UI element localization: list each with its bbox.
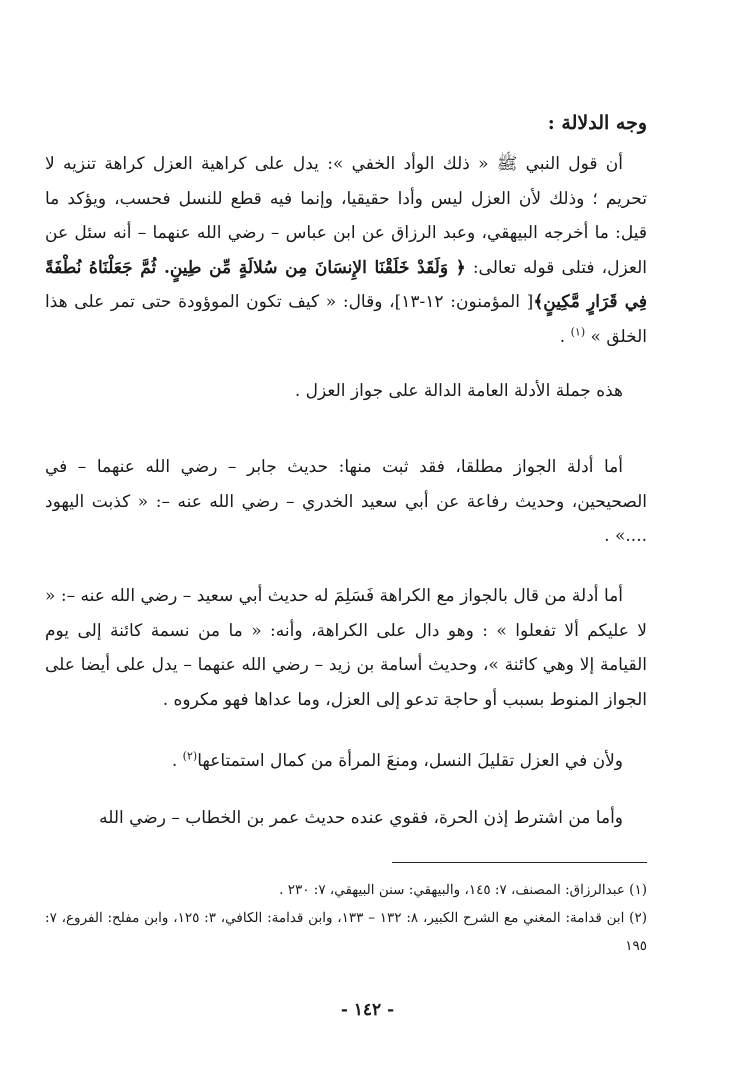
quran-verse: ﴿ وَلَقَدْ خَلَقْنَا الإِنسَانَ مِن سُلالَةٍ مِّن طِينٍ. ثُمَّ جَعَلْنَاهُ نُطْفَةً فِي قَرَارٍ مَّكِينٍ﴾: [45, 257, 647, 312]
footnote-divider: [392, 862, 647, 863]
page-number: - ١٤٢ -: [340, 1000, 395, 1020]
paragraph-end: .: [559, 326, 571, 347]
footnotes: [45, 876, 647, 960]
paragraph-end-2: .: [171, 751, 183, 771]
paragraph-evidence: [45, 147, 647, 354]
paragraph-reduce-offspring: [45, 744, 647, 779]
paragraph-evidence-text-2: [ المؤمنون: ١٢-١٣]، وقال: « كيف تكون الموؤودة حتى تمر على هذا الخلق »: [45, 292, 647, 347]
paragraph-reduce-offspring-text: ولأن في العزل تقليلَ النسل، ومنعَ المرأة من كمال استمتاعها: [197, 751, 623, 771]
paragraph-evidence-text: أن قول النبي ﷺ « ذلك الوأد الخفي »: يدل على كراهية العزل كراهة تنزيه لا تحريم ؛ وذلك لأن العزل ليس وأدا حقيقيا، وإنما فيه قطع للنسل فحسب، ويؤكد ما قيل: ما أخرجه البيهقي، وعبد الرزاق عن ابن عباس – رضي الله عنهما – أنه سئل عن العزل، فتلى قوله تعالى:: [45, 154, 647, 278]
paragraph-absolute-permission: أما أدلة الجواز مطلقا، فقد ثبت منها: حديث جابر – رضي الله عنهما – في الصحيحين، وحديث رفاعة عن أبي سعيد الخدري – رضي الله عنه –: « كذبت اليهود ....» .: [45, 457, 647, 546]
section-heading: وجه الدلالة :: [547, 112, 647, 134]
paragraph-free-woman-permission: وأما من اشترط إذن الحرة، فقوي عنده حديث عمر بن الخطاب – رضي الله: [99, 808, 623, 828]
paragraph-summary: هذه جملة الأدلة العامة الدالة على جواز العزل .: [294, 381, 623, 401]
book-page: [45, 0, 647, 1087]
footnote-1: (١) عبدالرزاق: المصنف، ٧: ١٤٥، والبيهقي: سنن البيهقي، ٧: ٢٣٠ .: [279, 882, 647, 898]
footnote-ref-1[interactable]: (١): [570, 324, 586, 338]
paragraph-permission-with-dislike: أما أدلة من قال بالجواز مع الكراهة فَسَلِمَ له حديث أبي سعيد – رضي الله عنه –: « لا عليكم ألا تفعلوا » : وهو دال على الكراهة، وأنه: « ما من نسمة كائنة إلى يوم القيامة إلا وهي كائنة »، وحديث أسامة بن زيد – رضي الله عنهما – يدل على أيضا على الجواز المنوط بسبب أو حاجة تدعو إلى العزل، وما عداها فهو مكروه .: [45, 586, 647, 710]
footnote-2: (٢) ابن قدامة: المغني مع الشرح الكبير، ٨: ١٣٢ – ١٣٣، وابن قدامة: الكافي، ٣: ١٢٥، وابن مفلح: الفروع، ٧: ١٩٥: [45, 910, 647, 954]
footnote-ref-2[interactable]: (٢): [182, 749, 198, 763]
